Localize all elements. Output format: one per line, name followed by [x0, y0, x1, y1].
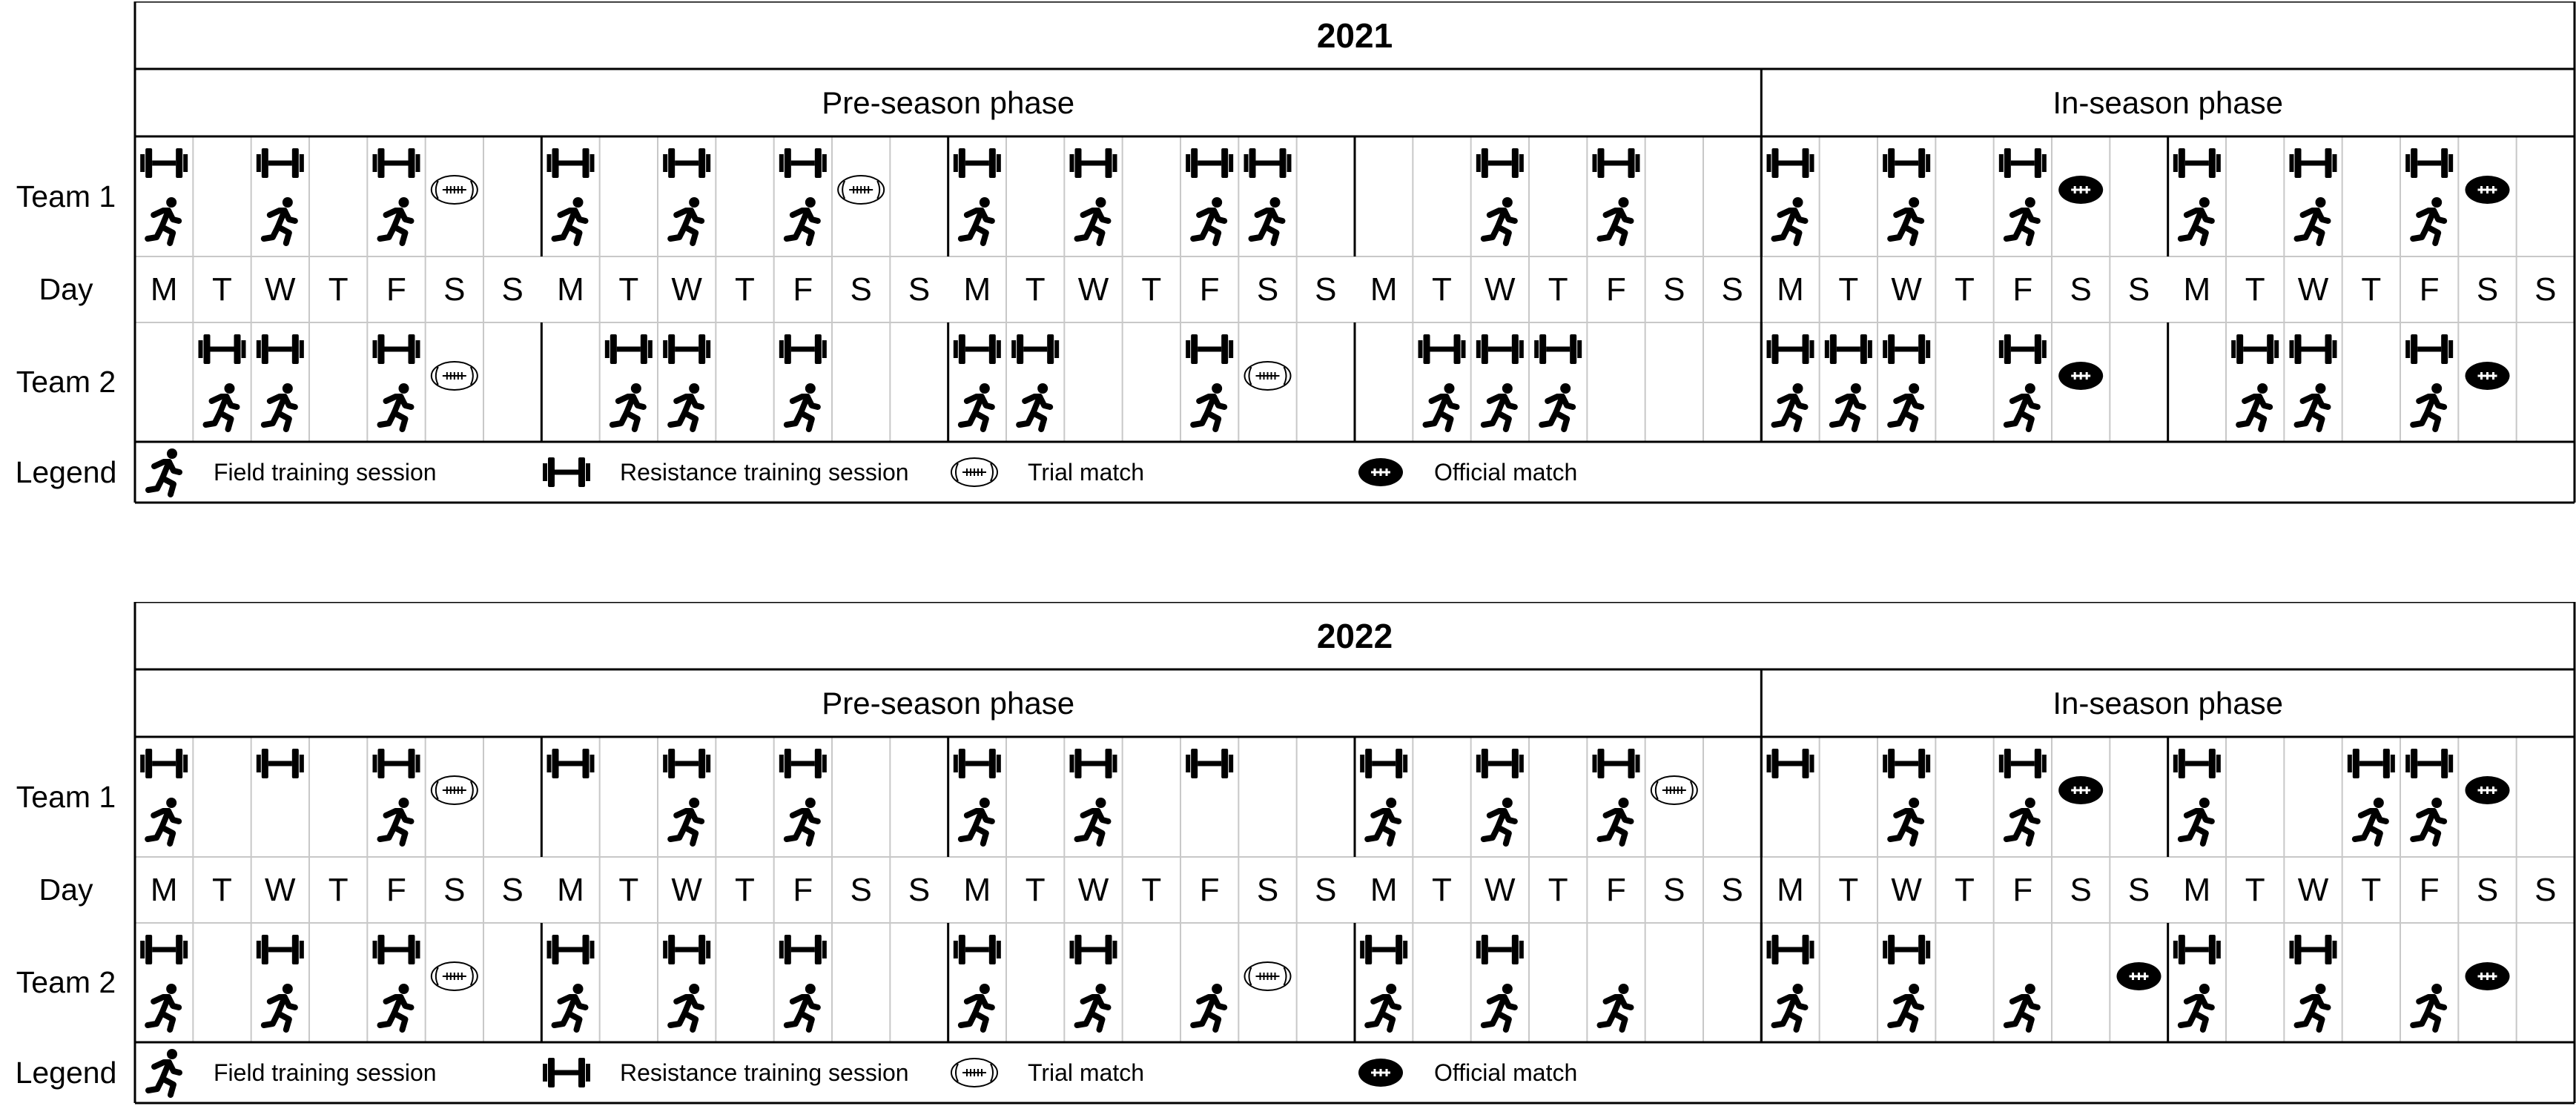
day-letter: M: [557, 871, 584, 908]
phase-label: In-season phase: [2052, 85, 2283, 120]
rugby-ball-outline-icon: [951, 458, 997, 486]
running-person-icon: [1077, 197, 1109, 243]
row-label-day: Day: [39, 872, 93, 907]
running-person-icon: [148, 448, 179, 494]
running-person-icon: [148, 798, 179, 844]
day-letter: F: [2012, 871, 2033, 908]
day-letter: M: [1777, 271, 1804, 308]
running-person-icon: [2297, 197, 2328, 243]
legend-label-trial: Trial match: [1028, 1059, 1145, 1086]
dumbbell-icon: [779, 334, 827, 364]
day-letter: T: [328, 271, 349, 308]
day-letter: S: [2534, 271, 2557, 308]
dumbbell-icon: [663, 148, 710, 178]
day-letter: M: [557, 271, 584, 308]
dumbbell-icon: [140, 148, 188, 178]
day-letter: T: [618, 271, 639, 308]
running-person-icon: [1774, 197, 1806, 243]
rugby-ball-solid-icon: [2466, 776, 2510, 804]
dumbbell-icon: [2173, 935, 2221, 964]
running-person-icon: [787, 798, 818, 844]
day-letter: T: [735, 271, 755, 308]
dumbbell-icon: [1476, 749, 1524, 778]
year-title: 2022: [1316, 616, 1393, 655]
dumbbell-icon: [1883, 148, 1930, 178]
dumbbell-icon: [2348, 749, 2395, 778]
day-letter: M: [2183, 871, 2211, 908]
dumbbell-icon: [954, 749, 1001, 778]
day-letter: F: [1606, 871, 1626, 908]
day-letter: S: [1721, 271, 1743, 308]
day-letter: F: [386, 271, 406, 308]
rugby-ball-solid-icon: [2466, 362, 2510, 390]
row-label-legend: Legend: [15, 454, 117, 489]
year-title: 2021: [1316, 16, 1393, 55]
rugby-ball-solid-icon: [2058, 362, 2103, 390]
dumbbell-icon: [1186, 749, 1233, 778]
day-letter: T: [2245, 271, 2265, 308]
dumbbell-icon: [1883, 334, 1930, 364]
dumbbell-icon: [373, 148, 420, 178]
day-letter: W: [671, 271, 702, 308]
rugby-ball-outline-icon: [432, 776, 478, 804]
day-letter: S: [501, 871, 524, 908]
running-person-icon: [670, 984, 701, 1030]
running-person-icon: [2413, 383, 2444, 429]
running-person-icon: [148, 1049, 179, 1095]
running-person-icon: [1832, 383, 1863, 429]
day-letter: F: [2419, 871, 2440, 908]
day-letter: S: [2534, 871, 2557, 908]
running-person-icon: [1542, 383, 1573, 429]
dumbbell-icon: [543, 457, 590, 487]
dumbbell-icon: [140, 935, 188, 964]
day-letter: S: [1256, 271, 1279, 308]
day-letter: M: [963, 871, 991, 908]
day-letter: T: [212, 271, 232, 308]
day-letter: F: [793, 271, 813, 308]
dumbbell-icon: [954, 334, 1001, 364]
dumbbell-icon: [1593, 749, 1640, 778]
day-letter: T: [1548, 271, 1568, 308]
running-person-icon: [1193, 383, 1224, 429]
running-person-icon: [1367, 798, 1398, 844]
day-letter: T: [328, 871, 349, 908]
day-letter: W: [671, 871, 702, 908]
running-person-icon: [670, 383, 701, 429]
legend-label-resistance: Resistance training session: [620, 458, 909, 486]
legend-label-official: Official match: [1434, 458, 1578, 486]
running-person-icon: [2355, 798, 2386, 844]
rugby-ball-solid-icon: [1358, 1059, 1403, 1087]
dumbbell-icon: [2405, 749, 2453, 778]
running-person-icon: [1252, 197, 1283, 243]
day-letter: S: [443, 871, 466, 908]
day-letter: S: [2476, 271, 2499, 308]
day-letter: F: [386, 871, 406, 908]
schedule-block-2022: [0, 602, 2576, 1106]
running-person-icon: [148, 984, 179, 1030]
day-letter: T: [1955, 871, 1975, 908]
dumbbell-icon: [1767, 148, 1814, 178]
running-person-icon: [380, 383, 412, 429]
day-letter: S: [2476, 871, 2499, 908]
dumbbell-icon: [2290, 148, 2337, 178]
dumbbell-icon: [779, 935, 827, 964]
dumbbell-icon: [1476, 935, 1524, 964]
dumbbell-icon: [1883, 935, 1930, 964]
day-letter: S: [908, 871, 931, 908]
running-person-icon: [380, 984, 412, 1030]
day-letter: T: [618, 871, 639, 908]
legend-label-resistance: Resistance training session: [620, 1059, 909, 1086]
day-letter: F: [1606, 271, 1626, 308]
running-person-icon: [2239, 383, 2270, 429]
running-person-icon: [670, 197, 701, 243]
dumbbell-icon: [1593, 148, 1640, 178]
legend-label-trial: Trial match: [1028, 458, 1145, 486]
running-person-icon: [1600, 984, 1631, 1030]
day-letter: F: [1199, 271, 1220, 308]
running-person-icon: [206, 383, 237, 429]
dumbbell-icon: [257, 334, 304, 364]
row-label-team2: Team 2: [16, 965, 116, 999]
row-label-team1: Team 1: [16, 179, 116, 213]
running-person-icon: [1193, 197, 1224, 243]
running-person-icon: [2007, 798, 2038, 844]
day-letter: W: [1077, 271, 1109, 308]
running-person-icon: [148, 197, 179, 243]
day-letter: T: [1838, 871, 1859, 908]
row-label-day: Day: [39, 272, 93, 306]
day-letter: T: [1025, 271, 1046, 308]
day-letter: T: [1141, 871, 1162, 908]
rugby-ball-solid-icon: [2466, 176, 2510, 204]
day-letter: S: [1256, 871, 1279, 908]
dumbbell-icon: [547, 935, 595, 964]
dumbbell-icon: [373, 749, 420, 778]
dumbbell-icon: [1825, 334, 1872, 364]
day-letter: S: [1663, 871, 1685, 908]
phase-label: Pre-season phase: [822, 685, 1075, 721]
dumbbell-icon: [1767, 749, 1814, 778]
dumbbell-icon: [1999, 334, 2047, 364]
running-person-icon: [2181, 798, 2212, 844]
schedule-block-2021: [0, 1, 2576, 506]
dumbbell-icon: [257, 935, 304, 964]
rugby-ball-outline-icon: [951, 1059, 997, 1087]
dumbbell-icon: [954, 935, 1001, 964]
running-person-icon: [1484, 383, 1515, 429]
running-person-icon: [787, 197, 818, 243]
rugby-ball-solid-icon: [2058, 776, 2103, 804]
running-person-icon: [1600, 197, 1631, 243]
day-letter: W: [265, 271, 296, 308]
running-person-icon: [1890, 798, 1921, 844]
legend-label-official: Official match: [1434, 1059, 1578, 1086]
running-person-icon: [2007, 197, 2038, 243]
running-person-icon: [961, 984, 992, 1030]
day-letter: W: [1891, 871, 1922, 908]
running-person-icon: [787, 383, 818, 429]
dumbbell-icon: [1999, 749, 2047, 778]
running-person-icon: [2181, 984, 2212, 1030]
running-person-icon: [1484, 798, 1515, 844]
running-person-icon: [1193, 984, 1224, 1030]
dumbbell-icon: [1360, 749, 1407, 778]
day-letter: F: [793, 871, 813, 908]
running-person-icon: [612, 383, 644, 429]
running-person-icon: [264, 197, 295, 243]
running-person-icon: [2297, 984, 2328, 1030]
dumbbell-icon: [1070, 148, 1117, 178]
dumbbell-icon: [1011, 334, 1059, 364]
dumbbell-icon: [954, 148, 1001, 178]
rugby-ball-solid-icon: [1358, 458, 1403, 486]
day-letter: T: [212, 871, 232, 908]
dumbbell-icon: [2290, 935, 2337, 964]
day-letter: S: [2127, 271, 2150, 308]
row-label-legend: Legend: [15, 1055, 117, 1090]
phase-label: Pre-season phase: [822, 85, 1075, 120]
dumbbell-icon: [1070, 935, 1117, 964]
day-letter: W: [1891, 271, 1922, 308]
dumbbell-icon: [547, 148, 595, 178]
dumbbell-icon: [373, 935, 420, 964]
dumbbell-icon: [257, 749, 304, 778]
running-person-icon: [555, 197, 586, 243]
dumbbell-icon: [199, 334, 246, 364]
day-letter: T: [1432, 871, 1452, 908]
day-letter: T: [1432, 271, 1452, 308]
day-letter: S: [443, 271, 466, 308]
rugby-ball-solid-icon: [2466, 962, 2510, 990]
running-person-icon: [2297, 383, 2328, 429]
row-label-team2: Team 2: [16, 365, 116, 399]
running-person-icon: [264, 984, 295, 1030]
day-letter: W: [2297, 871, 2329, 908]
dumbbell-icon: [2231, 334, 2279, 364]
running-person-icon: [1774, 984, 1806, 1030]
day-letter: W: [1484, 871, 1516, 908]
day-letter: S: [850, 871, 872, 908]
rugby-ball-outline-icon: [1245, 962, 1291, 990]
row-label-team1: Team 1: [16, 779, 116, 814]
running-person-icon: [961, 798, 992, 844]
rugby-ball-outline-icon: [432, 962, 478, 990]
running-person-icon: [1890, 383, 1921, 429]
running-person-icon: [264, 383, 295, 429]
day-letter: T: [735, 871, 755, 908]
running-person-icon: [555, 984, 586, 1030]
dumbbell-icon: [663, 334, 710, 364]
running-person-icon: [2007, 984, 2038, 1030]
rugby-ball-solid-icon: [2117, 962, 2161, 990]
running-person-icon: [380, 197, 412, 243]
running-person-icon: [1367, 984, 1398, 1030]
day-letter: W: [265, 871, 296, 908]
day-letter: S: [1663, 271, 1685, 308]
rugby-ball-outline-icon: [432, 362, 478, 390]
day-letter: T: [1955, 271, 1975, 308]
dumbbell-icon: [1070, 749, 1117, 778]
running-person-icon: [2413, 984, 2444, 1030]
phase-label: In-season phase: [2052, 685, 2283, 721]
running-person-icon: [2413, 197, 2444, 243]
dumbbell-icon: [1244, 148, 1292, 178]
running-person-icon: [1484, 197, 1515, 243]
day-letter: W: [1484, 271, 1516, 308]
running-person-icon: [1484, 984, 1515, 1030]
day-letter: S: [501, 271, 524, 308]
dumbbell-icon: [547, 749, 595, 778]
day-letter: W: [2297, 271, 2329, 308]
dumbbell-icon: [2290, 334, 2337, 364]
running-person-icon: [1426, 383, 1457, 429]
dumbbell-icon: [373, 334, 420, 364]
dumbbell-icon: [779, 749, 827, 778]
running-person-icon: [2413, 798, 2444, 844]
dumbbell-icon: [663, 749, 710, 778]
dumbbell-icon: [2405, 148, 2453, 178]
day-letter: T: [1025, 871, 1046, 908]
day-letter: T: [1141, 271, 1162, 308]
day-letter: M: [1370, 871, 1398, 908]
day-letter: S: [1315, 871, 1337, 908]
dumbbell-icon: [1999, 148, 2047, 178]
day-letter: T: [2361, 871, 2382, 908]
day-letter: M: [150, 271, 178, 308]
dumbbell-icon: [257, 148, 304, 178]
running-person-icon: [2181, 197, 2212, 243]
day-letter: M: [1370, 271, 1398, 308]
dumbbell-icon: [1476, 148, 1524, 178]
dumbbell-icon: [543, 1058, 590, 1087]
running-person-icon: [1077, 984, 1109, 1030]
dumbbell-icon: [779, 148, 827, 178]
dumbbell-icon: [2405, 334, 2453, 364]
day-letter: T: [2361, 271, 2382, 308]
dumbbell-icon: [2173, 749, 2221, 778]
dumbbell-icon: [1883, 749, 1930, 778]
running-person-icon: [961, 383, 992, 429]
legend-label-field: Field training session: [214, 1059, 437, 1086]
day-letter: T: [1838, 271, 1859, 308]
dumbbell-icon: [1476, 334, 1524, 364]
dumbbell-icon: [2173, 148, 2221, 178]
day-letter: T: [1548, 871, 1568, 908]
day-letter: W: [1077, 871, 1109, 908]
running-person-icon: [787, 984, 818, 1030]
day-letter: M: [1777, 871, 1804, 908]
running-person-icon: [2007, 383, 2038, 429]
day-letter: F: [2012, 271, 2033, 308]
running-person-icon: [1774, 383, 1806, 429]
day-letter: S: [908, 271, 931, 308]
dumbbell-icon: [1419, 334, 1466, 364]
dumbbell-icon: [1186, 148, 1233, 178]
dumbbell-icon: [1186, 334, 1233, 364]
running-person-icon: [1600, 798, 1631, 844]
day-letter: S: [2070, 271, 2092, 308]
running-person-icon: [1019, 383, 1050, 429]
dumbbell-icon: [1767, 334, 1814, 364]
running-person-icon: [1077, 798, 1109, 844]
dumbbell-icon: [1767, 935, 1814, 964]
rugby-ball-outline-icon: [1245, 362, 1291, 390]
rugby-ball-outline-icon: [432, 176, 478, 204]
day-letter: S: [2070, 871, 2092, 908]
day-letter: S: [2127, 871, 2150, 908]
running-person-icon: [1890, 984, 1921, 1030]
running-person-icon: [961, 197, 992, 243]
day-letter: T: [2245, 871, 2265, 908]
rugby-ball-outline-icon: [1651, 776, 1697, 804]
day-letter: F: [1199, 871, 1220, 908]
dumbbell-icon: [1534, 334, 1582, 364]
day-letter: S: [1315, 271, 1337, 308]
day-letter: M: [963, 271, 991, 308]
running-person-icon: [380, 798, 412, 844]
legend-label-field: Field training session: [214, 458, 437, 486]
dumbbell-icon: [140, 749, 188, 778]
day-letter: M: [2183, 271, 2211, 308]
dumbbell-icon: [663, 935, 710, 964]
day-letter: M: [150, 871, 178, 908]
day-letter: S: [850, 271, 872, 308]
rugby-ball-solid-icon: [2058, 176, 2103, 204]
dumbbell-icon: [1360, 935, 1407, 964]
dumbbell-icon: [605, 334, 653, 364]
running-person-icon: [670, 798, 701, 844]
running-person-icon: [1890, 197, 1921, 243]
rugby-ball-outline-icon: [838, 176, 884, 204]
day-letter: S: [1721, 871, 1743, 908]
day-letter: F: [2419, 271, 2440, 308]
